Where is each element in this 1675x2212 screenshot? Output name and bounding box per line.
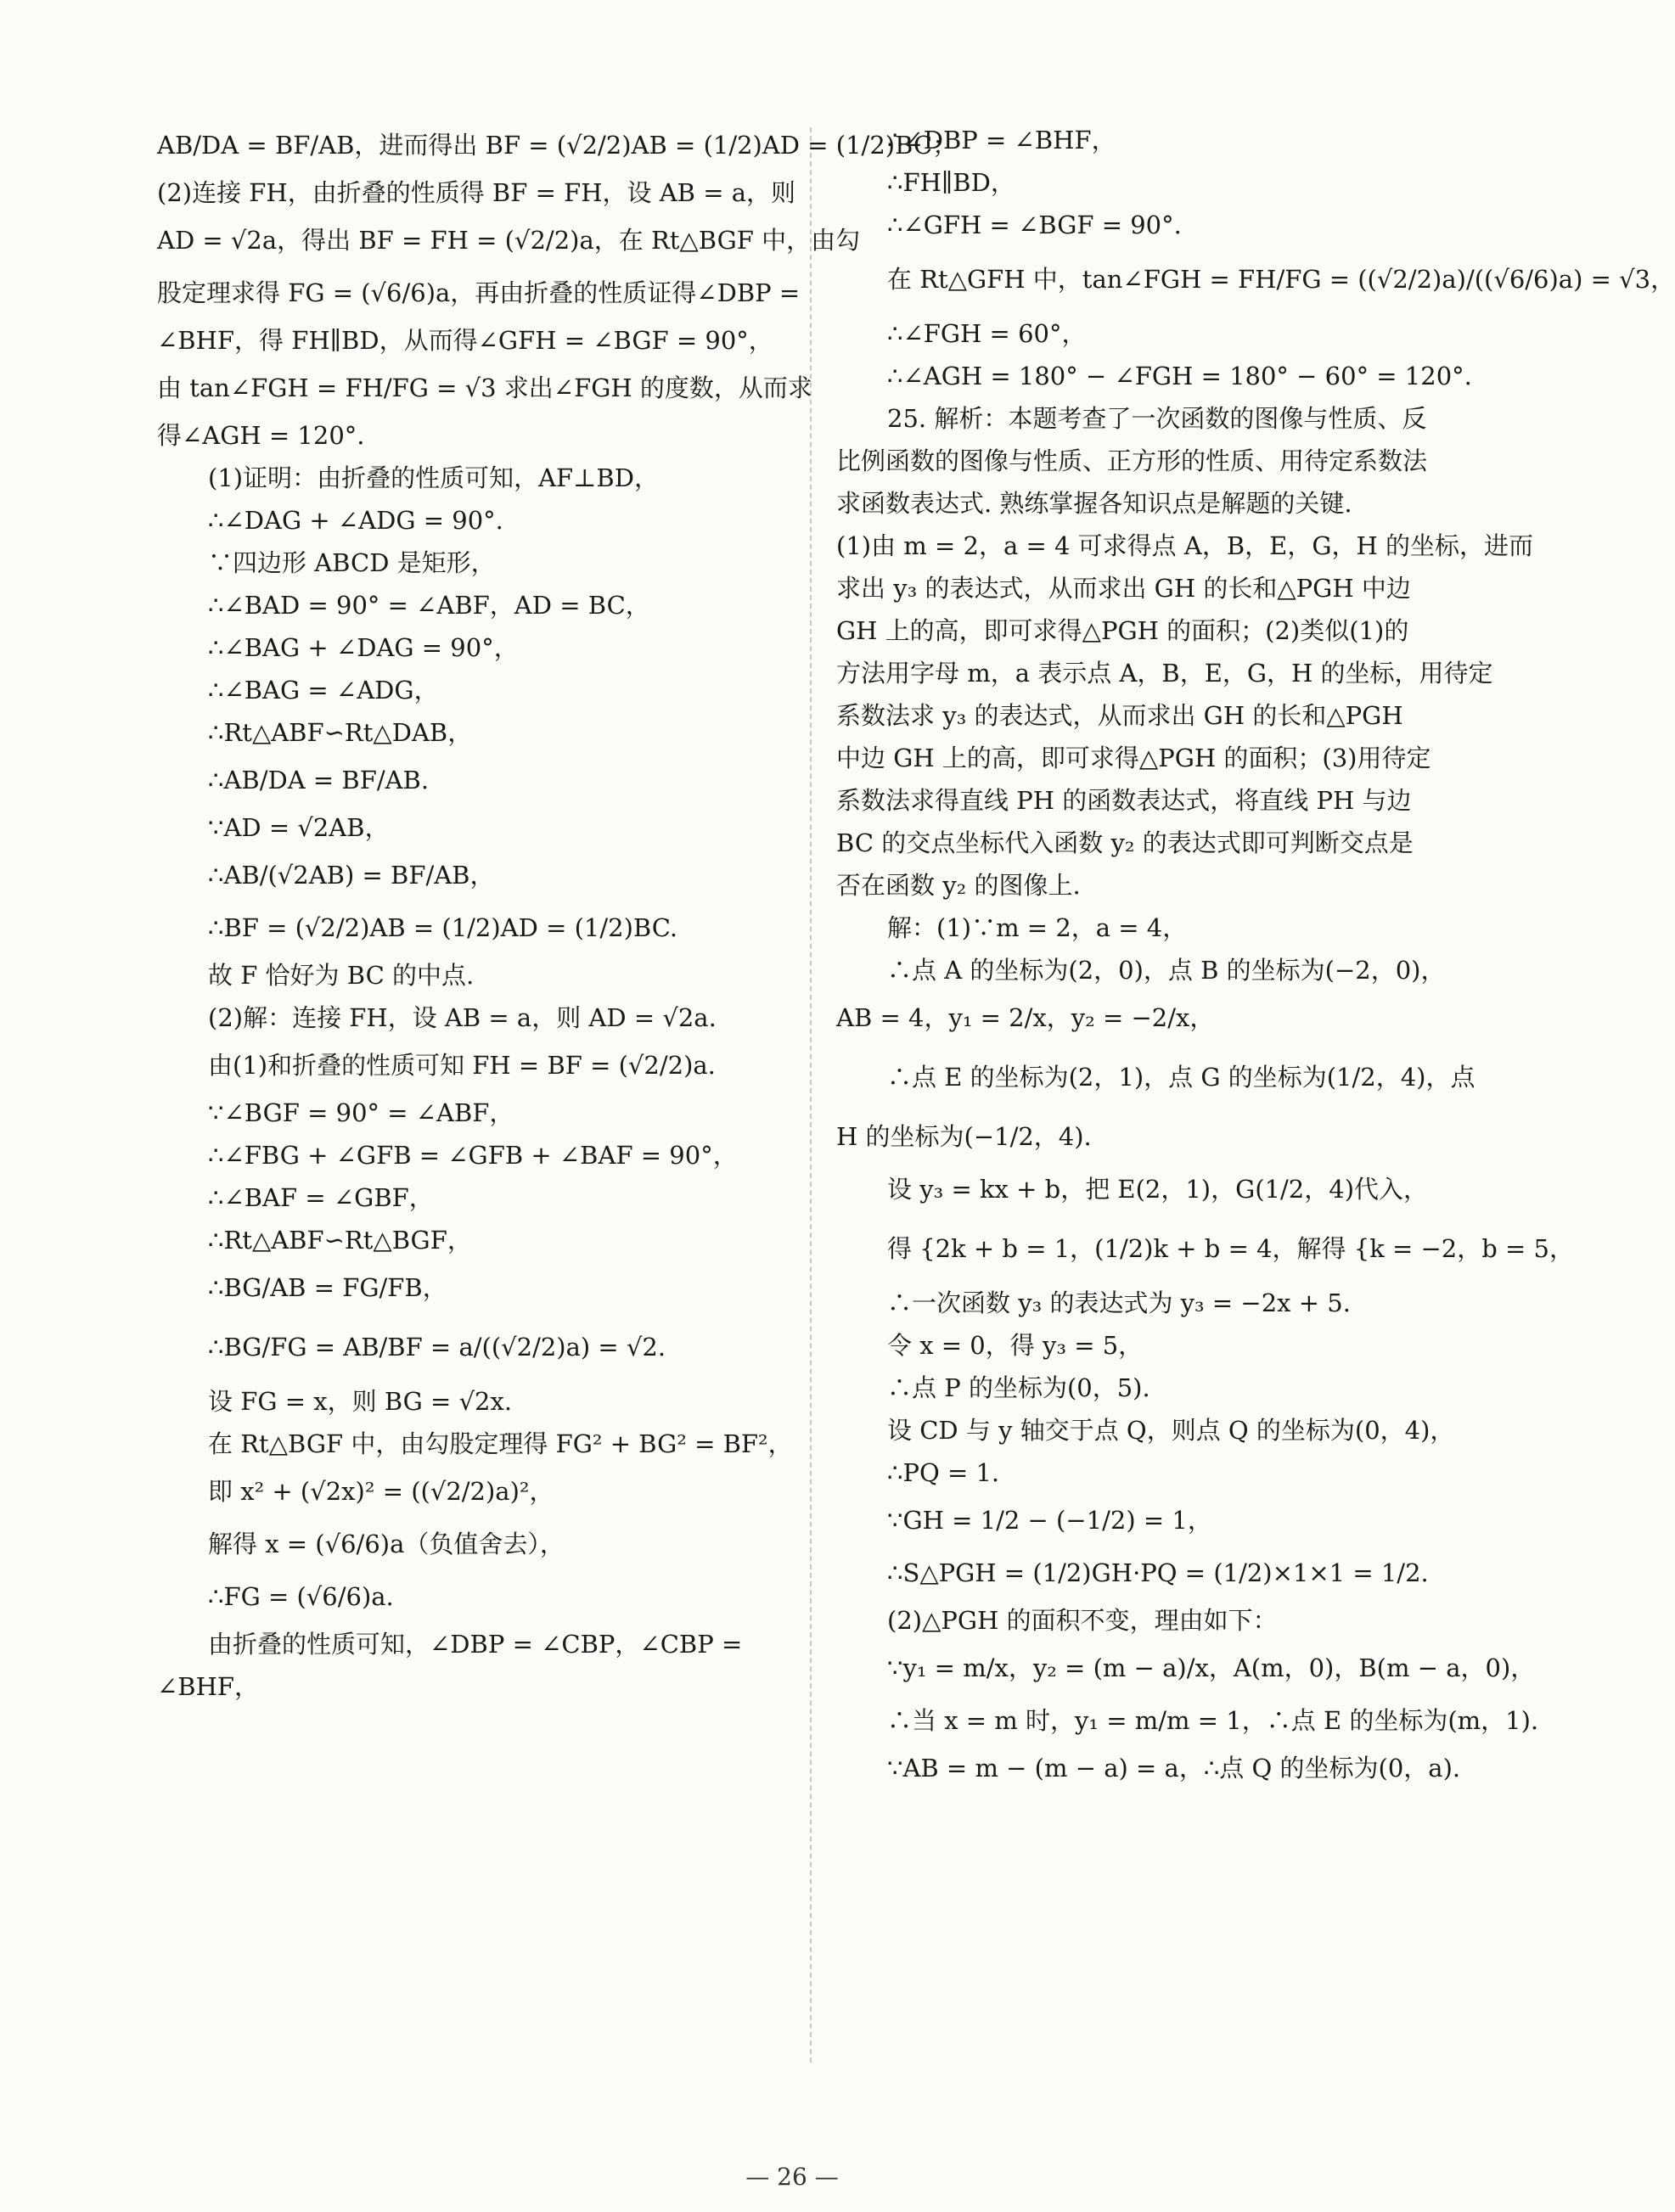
text-line: GH 上的高，即可求得△PGH 的面积；(2)类似(1)的 — [836, 616, 1409, 645]
text-line: ∴BG/FG = AB/BF = a/((√2/2)a) = √2. — [208, 1333, 666, 1361]
text-line: 求出 y₃ 的表达式，从而求出 GH 的长和△PGH 中边 — [836, 574, 1411, 603]
text-line: 在 Rt△BGF 中，由勾股定理得 FG² + BG² = BF²， — [208, 1429, 793, 1458]
text-line: ∴Rt△ABF∽Rt△BGF， — [208, 1226, 472, 1255]
text-line: 中边 GH 上的高，即可求得△PGH 的面积；(3)用待定 — [836, 744, 1431, 772]
text-line: ∴BF = (√2/2)AB = (1/2)AD = (1/2)BC. — [208, 913, 678, 942]
text-line: AB = 4，y₁ = 2/x，y₂ = −2/x， — [836, 1003, 1215, 1032]
text-line: (1)由 m = 2，a = 4 可求得点 A，B，E，G，H 的坐标，进而 — [836, 531, 1533, 560]
text-line: BC 的交点坐标代入函数 y₂ 的表达式即可判断交点是 — [836, 828, 1414, 857]
text-line: ∴AB/(√2AB) = BF/AB， — [208, 861, 495, 890]
text-line: ∴∠GFH = ∠BGF = 90°. — [887, 211, 1182, 239]
text-line: ∴FG = (√6/6)a. — [208, 1582, 394, 1611]
text-line: ∴点 A 的坐标为(2，0)，点 B 的坐标为(−2，0)， — [887, 956, 1446, 985]
text-line: ∵y₁ = m/x，y₂ = (m − a)/x，A(m，0)，B(m − a，0)， — [887, 1653, 1536, 1682]
text-line: 系数法求得直线 PH 的函数表达式，将直线 PH 与边 — [836, 786, 1412, 815]
text-line: ∵AD = √2AB， — [208, 813, 390, 842]
text-line: AD = √2a，得出 BF = FH = (√2/2)a，在 Rt△BGF 中，由勾 — [157, 226, 861, 255]
page-number: — 26 — — [745, 2163, 839, 2191]
text-line: ∴AB/DA = BF/AB. — [208, 766, 430, 794]
text-line: 设 y₃ = kx + b，把 E(2，1)，G(1/2，4)代入， — [887, 1175, 1429, 1204]
text-line: ∴PQ = 1. — [887, 1458, 1000, 1487]
text-line: ∴一次函数 y₃ 的表达式为 y₃ = −2x + 5. — [887, 1288, 1351, 1317]
text-line: 25. 解析：本题考查了一次函数的图像与性质、反 — [887, 404, 1427, 433]
text-line: 在 Rt△GFH 中，tan∠FGH = FH/FG = ((√2/2)a)/((√6/6)a) = √3， — [887, 265, 1675, 294]
text-line: 由 tan∠FGH = FH/FG = √3 求出∠FGH 的度数，从而求 — [157, 373, 812, 402]
text-line: 股定理求得 FG = (√6/6)a，再由折叠的性质证得∠DBP = — [157, 278, 801, 307]
text-line: ∴当 x = m 时，y₁ = m/m = 1，∴点 E 的坐标为(m，1). — [887, 1706, 1539, 1735]
text-line: H 的坐标为(−1/2，4). — [836, 1122, 1092, 1151]
text-line: ∴BG/AB = FG/FB， — [208, 1273, 447, 1302]
text-line: ∵AB = m − (m − a) = a，∴点 Q 的坐标为(0，a). — [887, 1754, 1461, 1783]
right-column — [836, 119, 1675, 1789]
text-line: 得 {2k + b = 1，(1/2)k + b = 4，解得 {k = −2，b = 5， — [887, 1234, 1575, 1263]
text-line: 令 x = 0，得 y₃ = 5， — [887, 1331, 1144, 1360]
text-line: 设 CD 与 y 轴交于点 Q，则点 Q 的坐标为(0，4)， — [887, 1416, 1455, 1445]
text-line: ∴Rt△ABF∽Rt△DAB， — [208, 718, 473, 747]
text-line: 比例函数的图像与性质、正方形的性质、用待定系数法 — [836, 446, 1428, 475]
text-line: ∠BHF， — [157, 1672, 260, 1701]
text-line: 得∠AGH = 120°. — [157, 421, 365, 450]
text-line: ∴点 P 的坐标为(0，5). — [887, 1373, 1150, 1402]
text-line: (2)△PGH 的面积不变，理由如下： — [887, 1606, 1278, 1635]
text-line: 解：(1)∵m = 2，a = 4， — [887, 913, 1188, 942]
text-line: 由(1)和折叠的性质可知 FH = BF = (√2/2)a. — [208, 1051, 716, 1080]
text-line: ∵∠BGF = 90° = ∠ABF， — [208, 1098, 514, 1127]
text-line: 故 F 恰好为 BC 的中点. — [208, 961, 475, 990]
text-line: ∴∠BAG + ∠DAG = 90°， — [208, 633, 519, 662]
text-line: 设 FG = x，则 BG = √2x. — [208, 1387, 513, 1416]
text-line: (2)解：连接 FH，设 AB = a，则 AD = √2a. — [208, 1003, 717, 1032]
text-line: ∴FH∥BD， — [887, 168, 1015, 197]
text-line: 解得 x = (√6/6)a（负值舍去）， — [208, 1530, 565, 1558]
text-line: (2)连接 FH，由折叠的性质得 BF = FH，设 AB = a，则 — [157, 178, 796, 207]
text-line: ∵四边形 ABCD 是矩形， — [208, 548, 496, 577]
text-line: ∴∠DAG + ∠ADG = 90°. — [208, 506, 503, 535]
text-line: ∴∠FBG + ∠GFB = ∠GFB + ∠BAF = 90°， — [208, 1141, 738, 1170]
text-line: ∴∠DBP = ∠BHF， — [887, 126, 1116, 154]
text-line: 系数法求 y₃ 的表达式，从而求出 GH 的长和△PGH — [836, 701, 1403, 730]
text-line: ∴∠BAG = ∠ADG， — [208, 676, 439, 705]
text-line: AB/DA = BF/AB，进而得出 BF = (√2/2)AB = (1/2)AD = (1/2)BC； — [157, 131, 958, 160]
text-line: 否在函数 y₂ 的图像上. — [836, 871, 1081, 900]
text-line: ∴∠AGH = 180° − ∠FGH = 180° − 60° = 120°. — [887, 362, 1472, 390]
text-line: 方法用字母 m，a 表示点 A，B，E，G，H 的坐标，用待定 — [836, 659, 1493, 688]
text-line: ∴∠BAF = ∠GBF， — [208, 1183, 434, 1212]
text-line: ∴S△PGH = (1/2)GH·PQ = (1/2)×1×1 = 1/2. — [887, 1558, 1429, 1587]
text-line: (1)证明：由折叠的性质可知，AF⊥BD， — [208, 463, 659, 492]
text-line: ∴∠FGH = 60°， — [887, 319, 1087, 348]
column-divider — [810, 127, 812, 2063]
text-line: 由折叠的性质可知，∠DBP = ∠CBP，∠CBP = — [208, 1630, 743, 1659]
text-line: 即 x² + (√2x)² = ((√2/2)a)²， — [208, 1477, 554, 1506]
text-line: ∠BHF，得 FH∥BD，从而得∠GFH = ∠BGF = 90°， — [157, 326, 773, 355]
text-line: ∵GH = 1/2 − (−1/2) = 1， — [887, 1506, 1212, 1535]
text-line: 求函数表达式. 熟练掌握各知识点是解题的关键. — [836, 489, 1352, 518]
text-line: ∴点 E 的坐标为(2，1)，点 G 的坐标为(1/2，4)，点 — [887, 1063, 1475, 1092]
text-line: ∴∠BAD = 90° = ∠ABF，AD = BC， — [208, 591, 650, 620]
